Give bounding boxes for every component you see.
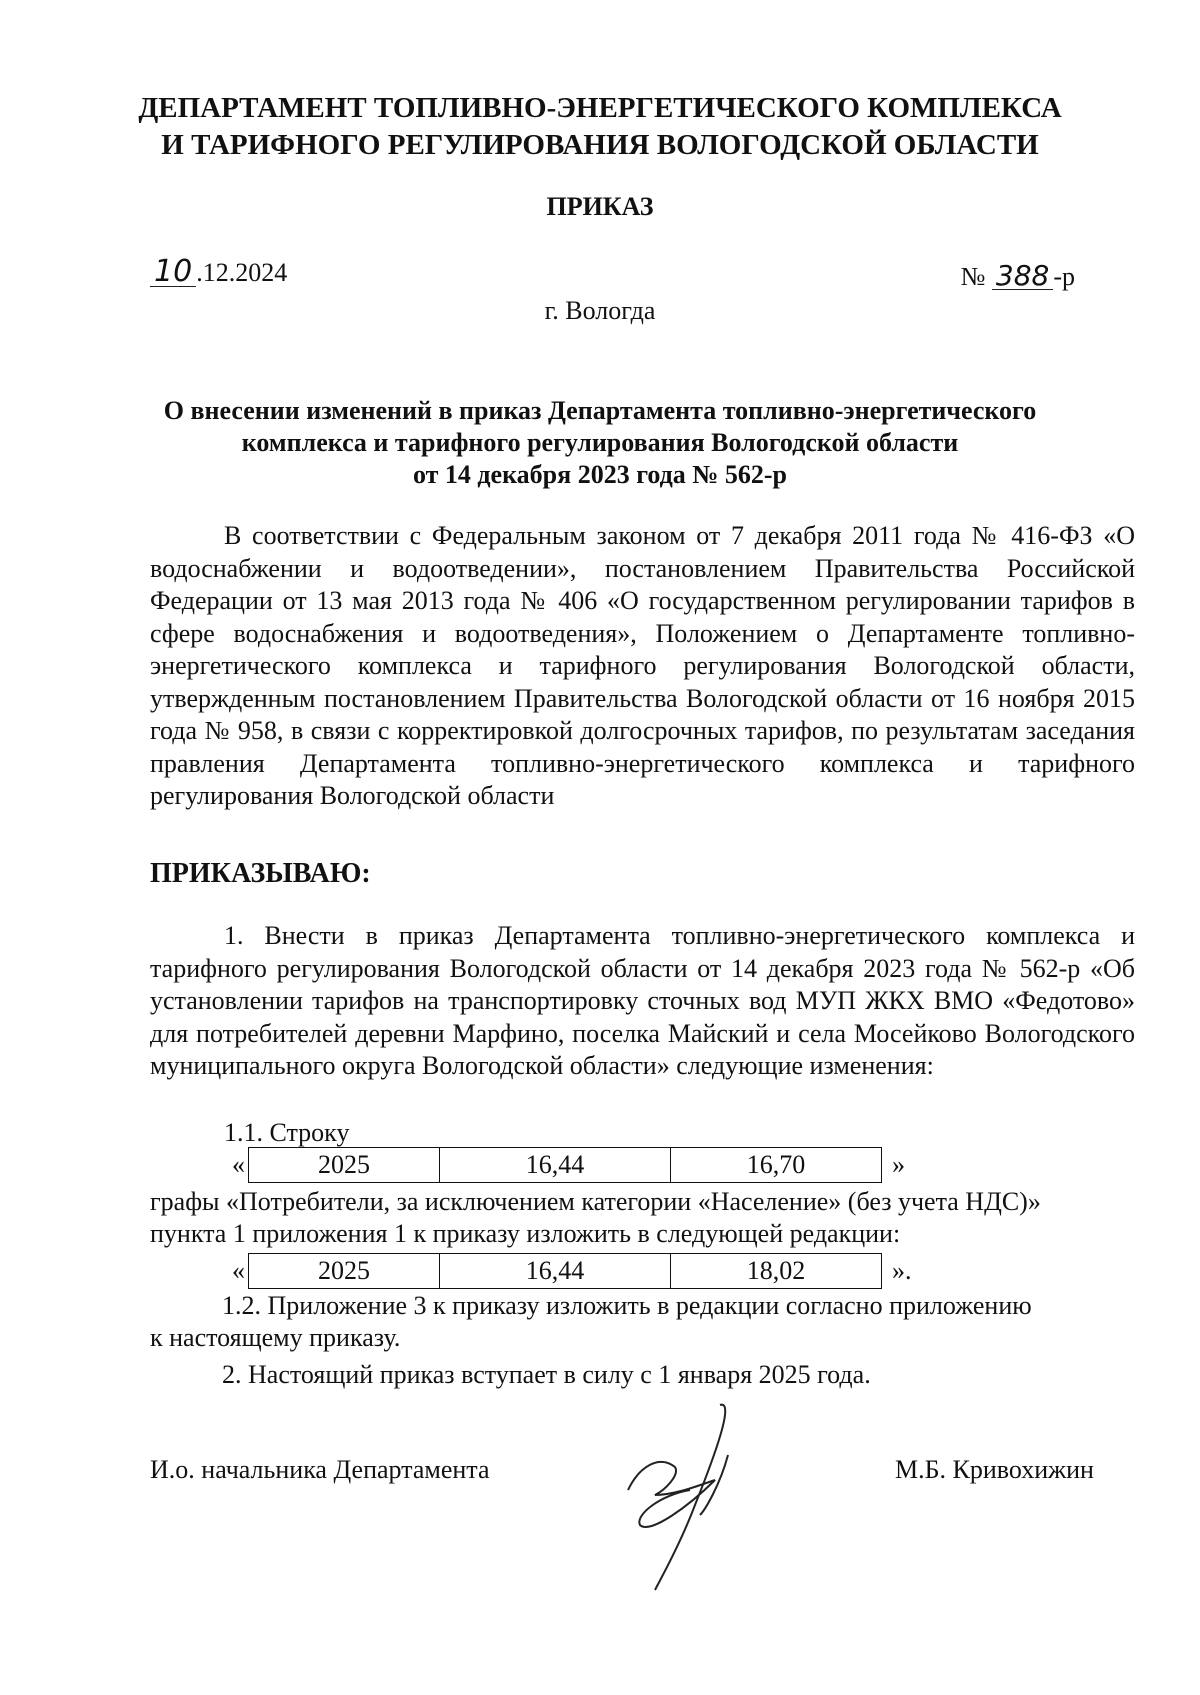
item-1-2-line-2: к настоящему приказу. (150, 1323, 401, 1352)
old-tariff-row (232, 1147, 905, 1183)
document-subject (0, 395, 1200, 491)
old-row-value-2: 16,70 (746, 1150, 806, 1179)
signatory-name: М.Б. Кривохижин (895, 1455, 1094, 1484)
document-date (150, 254, 288, 289)
header-line-2: И ТАРИФНОГО РЕГУЛИРОВАНИЯ ВОЛОГОДСКОЙ ОБЛАСТИ (161, 129, 1039, 161)
open-quote: « (232, 1256, 245, 1285)
old-row-year: 2025 (249, 1148, 440, 1182)
header-line-1: ДЕПАРТАМЕНТ ТОПЛИВНО-ЭНЕРГЕТИЧЕСКОГО КОМПЛЕКСА (138, 92, 1062, 124)
open-quote: « (232, 1150, 245, 1179)
department-header (0, 90, 1200, 164)
close-quote: ». (892, 1256, 912, 1285)
item-1-1-label: 1.1. Строку (224, 1118, 350, 1147)
new-row-year: 2025 (249, 1254, 440, 1288)
subject-line-1: О внесении изменений в приказ Департамента топливно-энергетического (163, 396, 1037, 425)
new-row-cells (248, 1253, 882, 1289)
number-suffix: -р (1053, 262, 1075, 291)
document-number (960, 259, 1075, 292)
preamble-paragraph: В соответствии с Федеральным законом от 7 декабря 2011 года № 416-ФЗ «О водоснабжении и водоотведении», постановлением Правительства Российской Федерации от 13 мая 2013 года № 406 «О государственном регулировании тарифов в сфере водоснабжения и водоотведения», Положением о Департаменте топливно-энергетического комплекса и тарифного регулирования Вологодской области, утвержденным постановлением Правительства Вологодской области от 16 ноября 2015 года № 958, в связи с корректировкой долгосрочных тарифов, по результатам заседания правления Департамента топливно-энергетического комплекса и тарифного регулирования Вологодской области (150, 521, 1135, 810)
item-1-1-text-line-2: пункта 1 приложения 1 к приказу изложить в следующей редакции: (150, 1219, 901, 1248)
handwritten-number: 388 (992, 263, 1053, 290)
orders-word: ПРИКАЗЫВАЮ: (150, 858, 371, 889)
number-prefix: № (960, 262, 986, 291)
date-rest: .12.2024 (196, 258, 288, 287)
item-2: 2. Настоящий приказ вступает в силу с 1 января 2025 года. (222, 1360, 871, 1389)
handwritten-signature (620, 1395, 790, 1595)
item-1-2-line-1: 1.2. Приложение 3 к приказу изложить в редакции согласно приложению (222, 1291, 1032, 1320)
handwritten-day: 10 (150, 258, 196, 287)
old-row-value-1: 16,44 (440, 1148, 671, 1182)
subject-line-2: комплекса и тарифного регулирования Вологодской области (241, 428, 959, 457)
new-row-value-1: 16,44 (440, 1254, 671, 1288)
item-1-1-text-line-1: графы «Потребители, за исключением категории «Население» (без учета НДС)» (150, 1187, 1041, 1216)
new-row-value-2: 18,02 (746, 1256, 806, 1285)
new-tariff-row (232, 1253, 912, 1289)
item-1-paragraph: 1. Внести в приказ Департамента топливно-энергетического комплекса и тарифного регулирования Вологодской области от 14 декабря 2023 года № 562-р «Об установлении тарифов на транспортировку сточных вод МУП ЖКХ ВМО «Федотово» для потребителей деревни Марфино, поселка Майский и села Мосейково Вологодского муниципального округа Вологодской области» следующие изменения: (150, 921, 1135, 1080)
document-type: ПРИКАЗ (546, 192, 654, 221)
old-row-cells (248, 1147, 882, 1183)
signatory-position: И.о. начальника Департамента (150, 1455, 490, 1484)
close-quote: » (892, 1150, 905, 1179)
city: г. Вологда (544, 296, 656, 325)
subject-line-3: от 14 декабря 2023 года № 562-р (412, 460, 788, 489)
